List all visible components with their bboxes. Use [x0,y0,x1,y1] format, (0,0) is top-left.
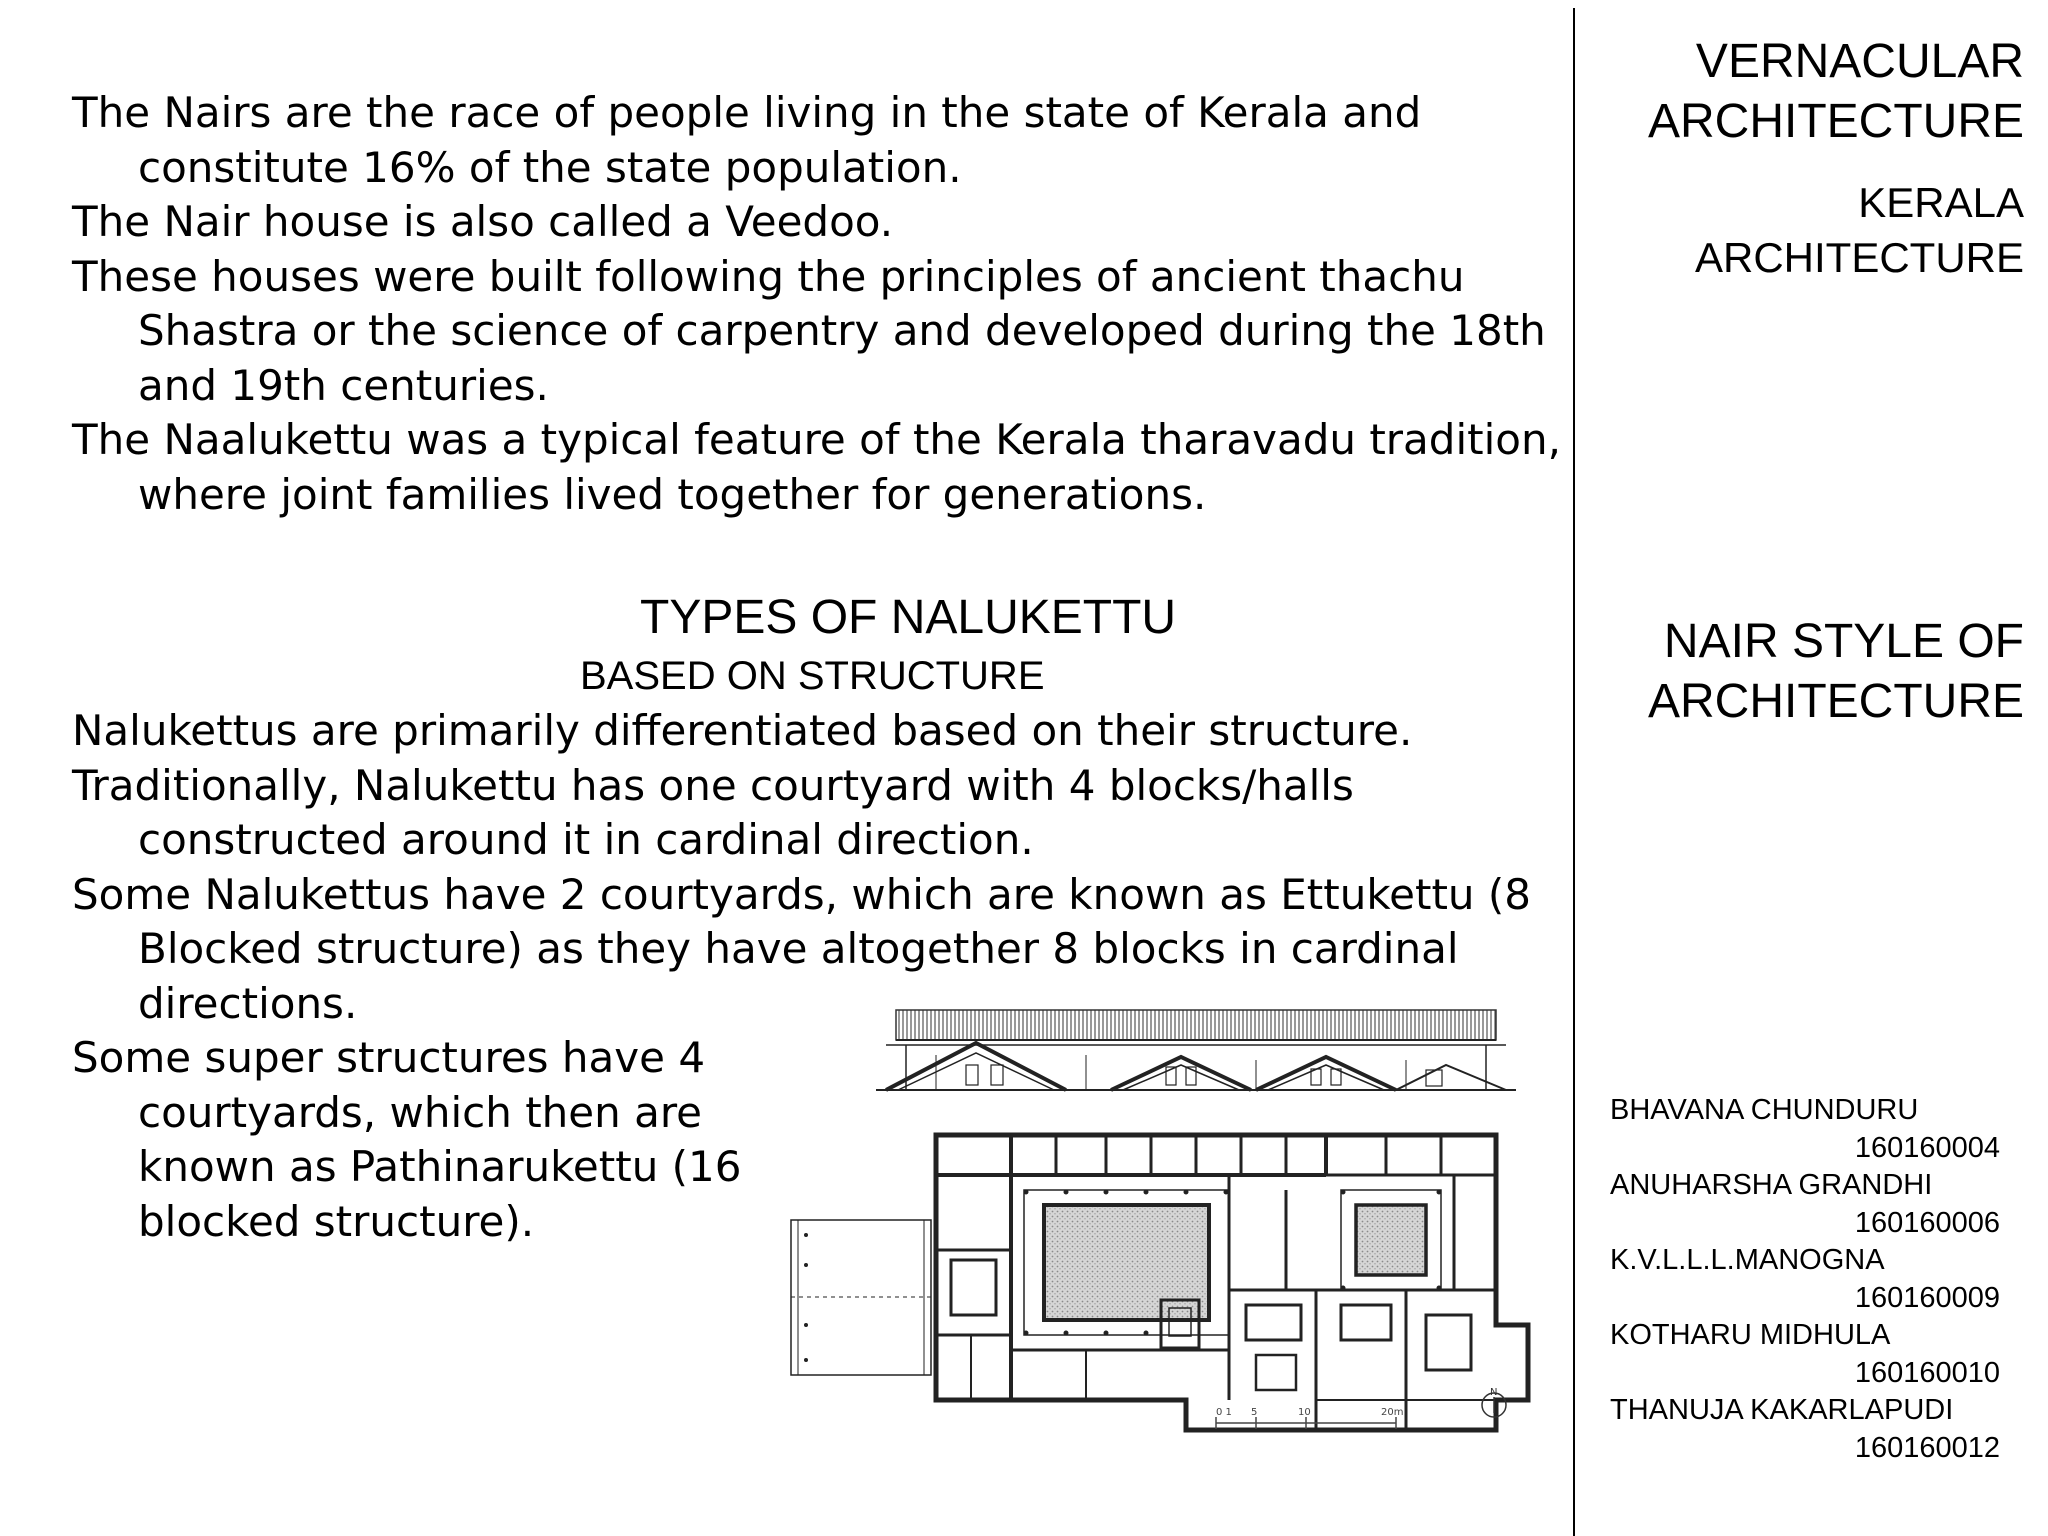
sidebar-kerala-line-1: KERALA [1858,179,2024,226]
sidebar-nair-line-1: NAIR STYLE OF [1663,615,2024,668]
structure-paragraph-3-text: Some Nalukettus have 2 courtyards, which are known as Ettukettu (8 Blocked structure) as they have altogether 8 blocks in cardinal directions. [72,869,1532,1028]
intro-text [72,86,1572,522]
intro-paragraph-1: The Nairs are the race of people living in the state of Kerala and constitute 16% of the state population. [72,88,1422,192]
elevation-drawing [876,1010,1516,1090]
author-id: 160160009 [1854,1281,2000,1314]
scale-label-5: 5 [1251,1407,1258,1418]
types-heading: TYPES OF NALUKETTU [640,591,1177,644]
scale-bar [1216,1407,1403,1429]
author-name: THANUJA KAKARLAPUDI [1610,1394,1954,1426]
sidebar-kerala-title [1695,175,2024,285]
intro-paragraph-4: The Naalukettu was a typical feature of the Kerala tharavadu tradition, where joint families lived together for generations. [72,415,1561,519]
nalukettu-plan-drawing [786,1005,1536,1440]
author-id: 160160010 [1854,1356,2000,1389]
floor-plan-drawing [791,1135,1528,1430]
author-name: K.V.L.L.L.MANOGNA [1610,1244,1885,1276]
author-name: KOTHARU MIDHULA [1610,1319,1891,1351]
author-id: 160160006 [1854,1206,2000,1239]
author-id: 160160004 [1854,1131,2000,1164]
north-label: N [1490,1387,1498,1398]
author-name: ANUHARSHA GRANDHI [1610,1169,1933,1201]
vertical-divider [1573,8,1575,1536]
author-id: 160160012 [1854,1431,2000,1464]
sidebar-vernacular-line-1: VERNACULAR [1695,35,2024,88]
scale-label-20: 20m [1381,1407,1404,1418]
sidebar-nair-title [1648,612,2024,732]
author-list [1610,1092,2000,1467]
structure-paragraph-2: Traditionally, Nalukettu has one courtyard with 4 blocks/halls constructed around it in cardinal direction. [72,760,1354,864]
intro-paragraph-2: The Nair house is also called a Veedoo. [72,197,894,246]
sidebar-nair-line-2: ARCHITECTURE [1647,675,2024,728]
author-name: BHAVANA CHUNDURU [1610,1094,1919,1126]
sidebar-kerala-line-2: ARCHITECTURE [1694,234,2024,281]
sidebar-vernacular-line-2: ARCHITECTURE [1647,95,2024,148]
scale-label-10: 10 [1298,1407,1311,1418]
structure-paragraph-4: Some super structures have 4 courtyards, which then are known as Pathinarukettu (16 blocked structure). [72,1033,742,1246]
scale-label-0: 0 1 [1216,1407,1232,1418]
sidebar-vernacular-title [1648,32,2024,152]
structure-paragraph-1: Nalukettus are primarily differentiated based on their structure. [72,706,1413,755]
intro-paragraph-3: These houses were built following the principles of ancient thachu Shastra or the science of carpentry and developed during the 18th and 19th centuries. [72,251,1546,410]
types-subheading: BASED ON STRUCTURE [580,654,1045,698]
